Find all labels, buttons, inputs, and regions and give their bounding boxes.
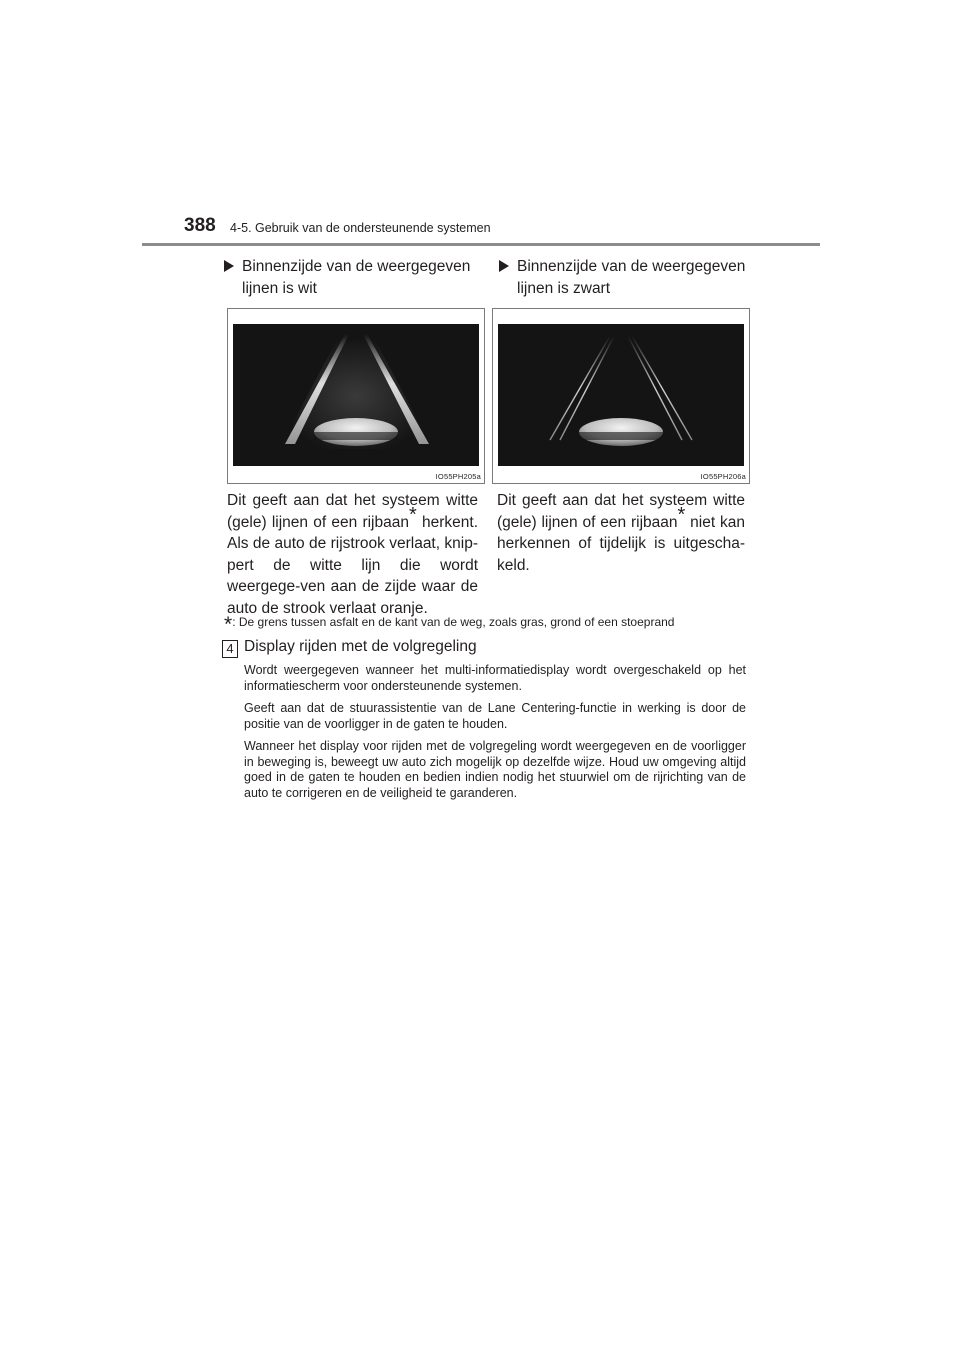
item-title: Display rijden met de volgregeling — [244, 638, 477, 655]
display-screen — [498, 324, 744, 466]
running-header: 4-5. Gebruik van de ondersteunende systemen — [230, 221, 491, 235]
figure-code: IO55PH205a — [435, 472, 481, 481]
display-screen — [233, 324, 479, 466]
left-column-heading — [224, 256, 494, 302]
left-column-body — [227, 490, 478, 619]
right-body-text-1: Dit geeft aan dat het systeem witte (gele) lijnen of een rijbaan — [497, 492, 745, 531]
lane-display-black-illustration — [498, 324, 744, 466]
right-column-heading-text: Binnenzijde van de weergegeven lijnen is zwart — [517, 258, 746, 297]
footnote — [224, 608, 784, 636]
item-number-box: 4 — [222, 640, 238, 658]
triangle-bullet-icon — [499, 260, 509, 272]
left-body-text-2: herkent. Als de auto de rijstrook verlaat, knip-pert de witte lijn die wordt weergege-ven aan de zijde waar de auto de strook verlaat oranje. — [227, 513, 478, 617]
footnote-marker: * — [408, 504, 417, 527]
right-column-heading — [499, 256, 769, 302]
right-column-body — [497, 490, 745, 576]
lane-display-white-illustration — [233, 324, 479, 466]
footnote-text: : De grens tussen asfalt en de kant van de weg, zoals gras, grond of een stoeprand — [232, 615, 675, 629]
footnote-star: * — [224, 613, 233, 636]
item-paragraph: Wordt weergegeven wanneer het multi-informatiedisplay wordt overgeschakeld op het informatiescherm voor ondersteunende systemen. — [244, 663, 746, 693]
header-rule — [142, 243, 820, 246]
figure-lines-white — [227, 308, 485, 484]
footnote-marker: * — [677, 504, 686, 527]
left-body-text-1: Dit geeft aan dat het systeem witte (gele) lijnen of een rijbaan — [227, 492, 478, 531]
page-number: 388 — [184, 215, 216, 236]
triangle-bullet-icon — [224, 260, 234, 272]
item-paragraph: Wanneer het display voor rijden met de volgregeling wordt weergegeven en de voorligger in beweging is, beweegt uw auto zich mogelijk op dezelfde wijze. Houd uw omgeving altijd goed in de gaten te houden en bedien indien nodig het stuurwiel om de rijrichting van de auto te corrigeren en de veiligheid te garanderen. — [244, 739, 746, 800]
figure-code: IO55PH206a — [700, 472, 746, 481]
right-body-text-2: niet kan herkennen of tijdelijk is uitgescha-keld. — [497, 513, 745, 574]
left-column-heading-text: Binnenzijde van de weergegeven lijnen is wit — [242, 258, 471, 297]
item-paragraph: Geeft aan dat de stuurassistentie van de Lane Centering-functie in werking is door de positie van de voorligger in de gaten te houden. — [244, 701, 746, 731]
figure-lines-black — [492, 308, 750, 484]
